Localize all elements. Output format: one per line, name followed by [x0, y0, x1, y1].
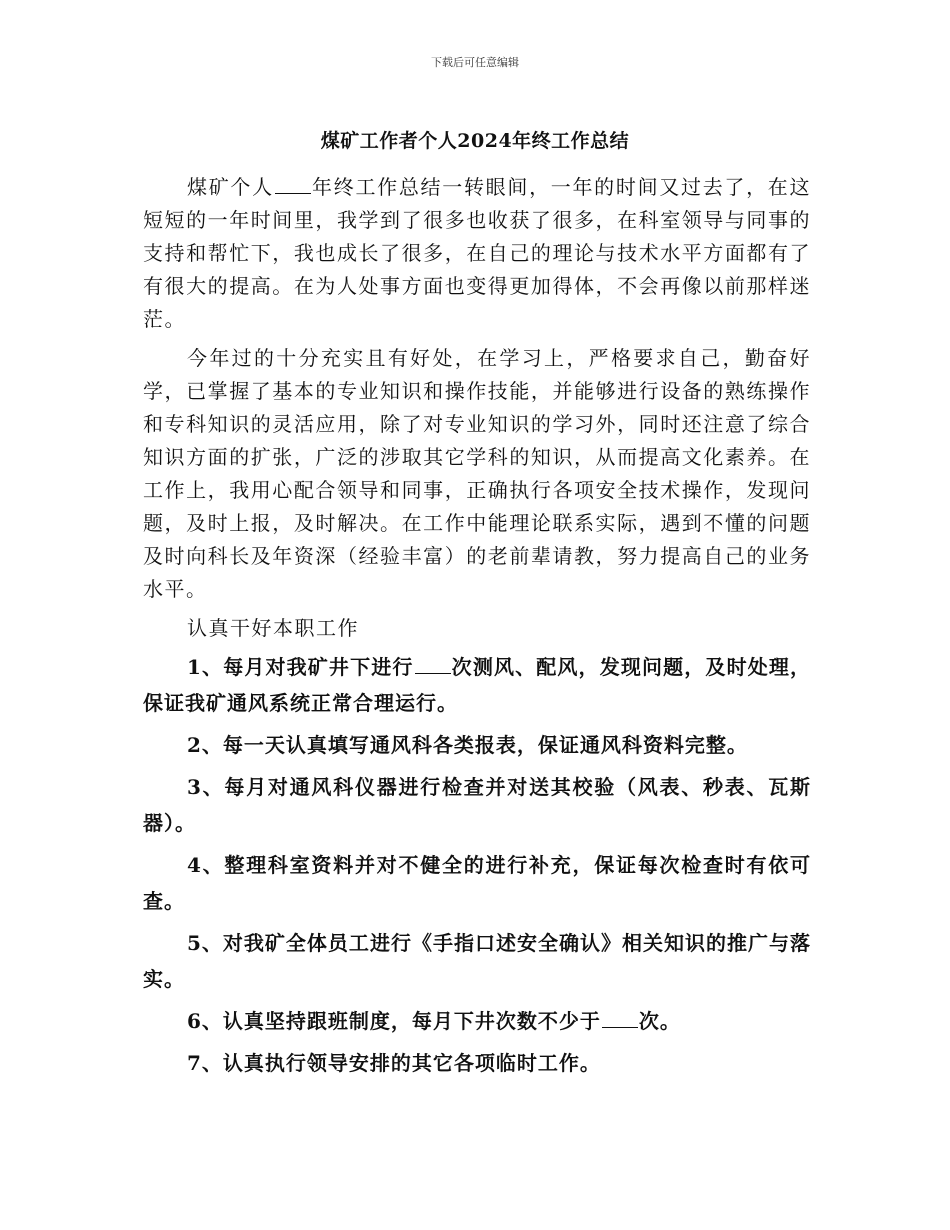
list-item-4: 4、整理科室资料并对不健全的进行补充，保证每次检查时有依可查。	[143, 853, 811, 913]
list-item-3: 3、每月对通风科仪器进行检查并对送其校验（风表、秒表、瓦斯器）。	[143, 775, 811, 835]
list-item-1-text-start: 1、每月对我矿井下进行	[187, 655, 414, 679]
list-item-6	[143, 1003, 811, 1039]
list-item-5: 5、对我矿全体员工进行《手指口述安全确认》相关知识的推广与落实。	[143, 931, 811, 991]
list-item-2: 2、每一天认真填写通风科各类报表，保证通风科资料完整。	[187, 733, 748, 757]
study-work-paragraph: 今年过的十分充实且有好处，在学习上，严格要求自己，勤奋好学，已掌握了基本的专业知识和操作技能，并能够进行设备的熟练操作和专科知识的灵活应用，除了对专业知识的学习外，同时还注意了综合知识方面的扩张，广泛的涉取其它学科的知识，从而提高文化素养。在工作上，我用心配合领导和同事，正确执行各项安全技术操作，发现问题，及时上报，及时解决。在工作中能理论联系实际，遇到不懂的问题及时向科长及年资深（经验丰富）的老前辈请教，努力提高自己的业务水平。	[143, 346, 811, 601]
list-item-6-text-rest: 次。	[638, 1009, 681, 1033]
fill-in-blank	[275, 173, 311, 194]
fill-in-blank	[602, 1007, 638, 1028]
document-body	[143, 171, 811, 1087]
list-item-1-text-rest: 次测风、配风，发现问题，及时处理，保证我矿通风系统正常合理运行。	[143, 655, 812, 715]
intro-text-rest: 年终工作总结一转眼间，一年的时间又过去了，在这短短的一年时间里，我学到了很多也收获了很多，在科室领导与同事的支持和帮忙下，我也成长了很多，在自己的理论与技术水平方面都有了有很大的提高。在为人处事方面也变得更加得体，不会再像以前那样迷茫。	[143, 175, 812, 331]
header-note: 下载后可任意编辑	[431, 56, 519, 69]
list-item-1	[143, 649, 811, 721]
list-item-6-text-start: 6、认真坚持跟班制度，每月下井次数不少于	[187, 1009, 601, 1033]
section-heading: 认真干好本职工作	[187, 616, 359, 640]
intro-text-start: 煤矿个人	[187, 175, 274, 199]
list-item-7: 7、认真执行领导安排的其它各项临时工作。	[187, 1051, 601, 1075]
intro-paragraph	[143, 171, 811, 336]
fill-in-blank	[415, 653, 451, 674]
document-title: 煤矿工作者个人2024年终工作总结	[320, 130, 630, 152]
